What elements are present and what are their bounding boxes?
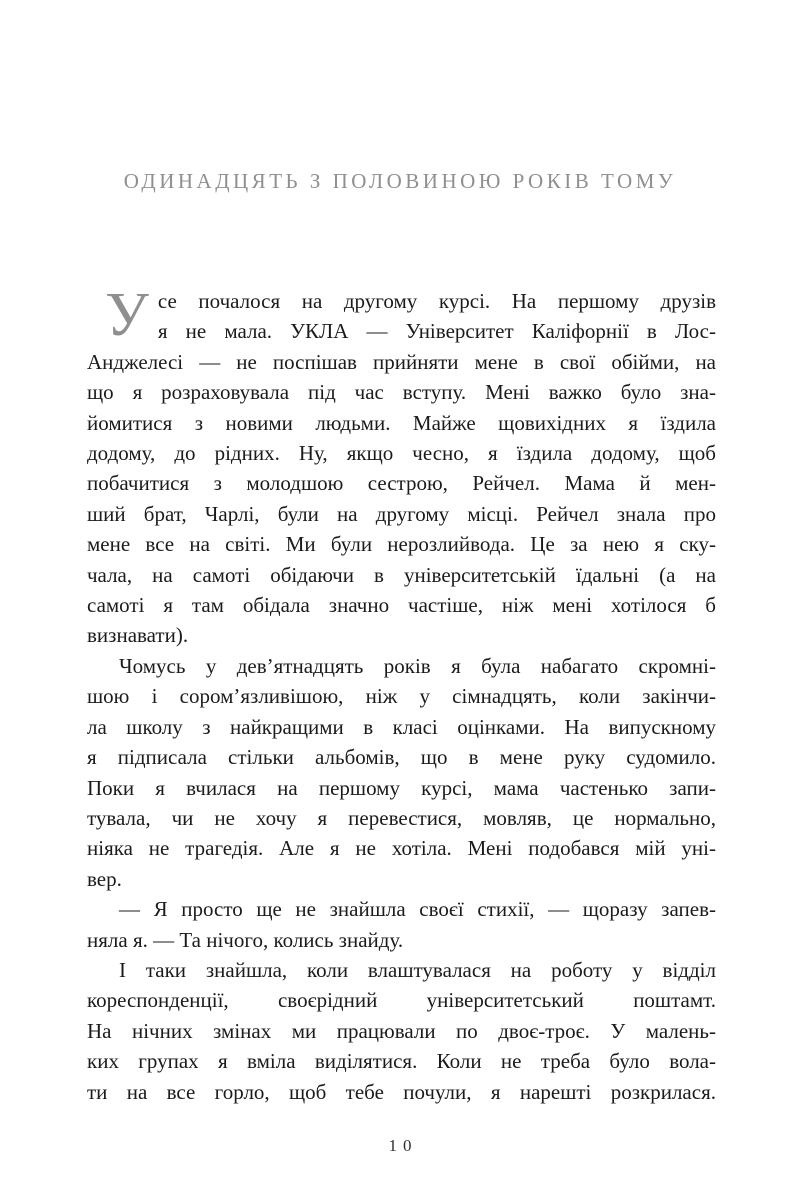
text-line: ла школу з найкращими в класі оцінками. На випускному bbox=[87, 714, 716, 739]
text-line: ший брат, Чарлі, були на другому місці. Рейчел знала про bbox=[87, 501, 716, 526]
text-line: йомитися з новими людьми. Майже щовихідних я їздила bbox=[87, 410, 716, 435]
text-line: Поки я вчилася на першому курсі, мама частенько запи- bbox=[87, 775, 716, 800]
text-line: На нічних змінах ми працювали по двоє-троє. У малень- bbox=[87, 1018, 716, 1043]
text-line: Анджелесі — не поспішав прийняти мене в свої обійми, на bbox=[87, 349, 716, 374]
text-line: ніяка не трагедія. Але я не хотіла. Мені подобався мій уні- bbox=[87, 836, 716, 861]
text-line: — Я просто ще не знайшла своєї стихії, — щоразу запев- bbox=[119, 897, 716, 922]
text-line: кореспонденції, своєрідний університетський поштамт. bbox=[87, 988, 716, 1013]
text-line: чала, на самоті обідаючи в університетській їдальні (а на bbox=[87, 562, 716, 587]
text-line: се почалося на другому курсі. На першому друзів bbox=[157, 289, 716, 313]
text-line: мене все на світі. Ми були нерозлийвода. Це за нею я ску- bbox=[87, 532, 716, 557]
paragraph bbox=[87, 281, 716, 651]
text-line: ти на все горло, щоб тебе почули, я нарешті розкрилася. bbox=[87, 1079, 716, 1104]
paragraph bbox=[87, 894, 716, 955]
chapter-title: ОДИНАДЦЯТЬ З ПОЛОВИНОЮ РОКІВ ТОМУ bbox=[123, 169, 677, 193]
text-line: я підписала стільки альбомів, що в мене руку судомило. bbox=[87, 745, 716, 770]
text-line: я не мала. УКЛА — Університет Каліфорнії в Лос- bbox=[157, 319, 716, 344]
text-line: Чомусь у дев’ятнадцять років я була набагато скромні- bbox=[119, 653, 716, 678]
text-line: шою і сором’язливішою, ніж у сімнадцять, коли закінчи- bbox=[87, 684, 716, 709]
paragraph bbox=[87, 955, 716, 1107]
page-number: 10 bbox=[388, 1136, 418, 1155]
dropcap-letter: У bbox=[105, 281, 149, 349]
text-line: додому, до рідних. Ну, якщо чесно, я їздила додому, щоб bbox=[87, 441, 716, 466]
body-text bbox=[87, 281, 716, 1107]
text-line: І таки знайшла, коли влаштувалася на роботу у відділ bbox=[119, 957, 716, 982]
text-line: няла я. — Та нічого, колись знайду. bbox=[87, 927, 404, 952]
text-line: вер. bbox=[87, 866, 122, 891]
paragraph bbox=[87, 651, 716, 894]
text-line: визнавати). bbox=[87, 623, 189, 648]
text-line: ких групах я вміла виділятися. Коли не треба було вола- bbox=[87, 1049, 716, 1074]
text-line: побачитися з молодшою сестрою, Рейчел. Мама й мен- bbox=[87, 471, 716, 496]
text-line: самоті я там обідала значно частіше, ніж мені хотілося б bbox=[87, 593, 716, 618]
text-line: що я розраховувала під час вступу. Мені важко було зна- bbox=[87, 380, 716, 405]
text-line: тувала, чи не хочу я перевестися, мовляв, це нормально, bbox=[87, 805, 716, 830]
